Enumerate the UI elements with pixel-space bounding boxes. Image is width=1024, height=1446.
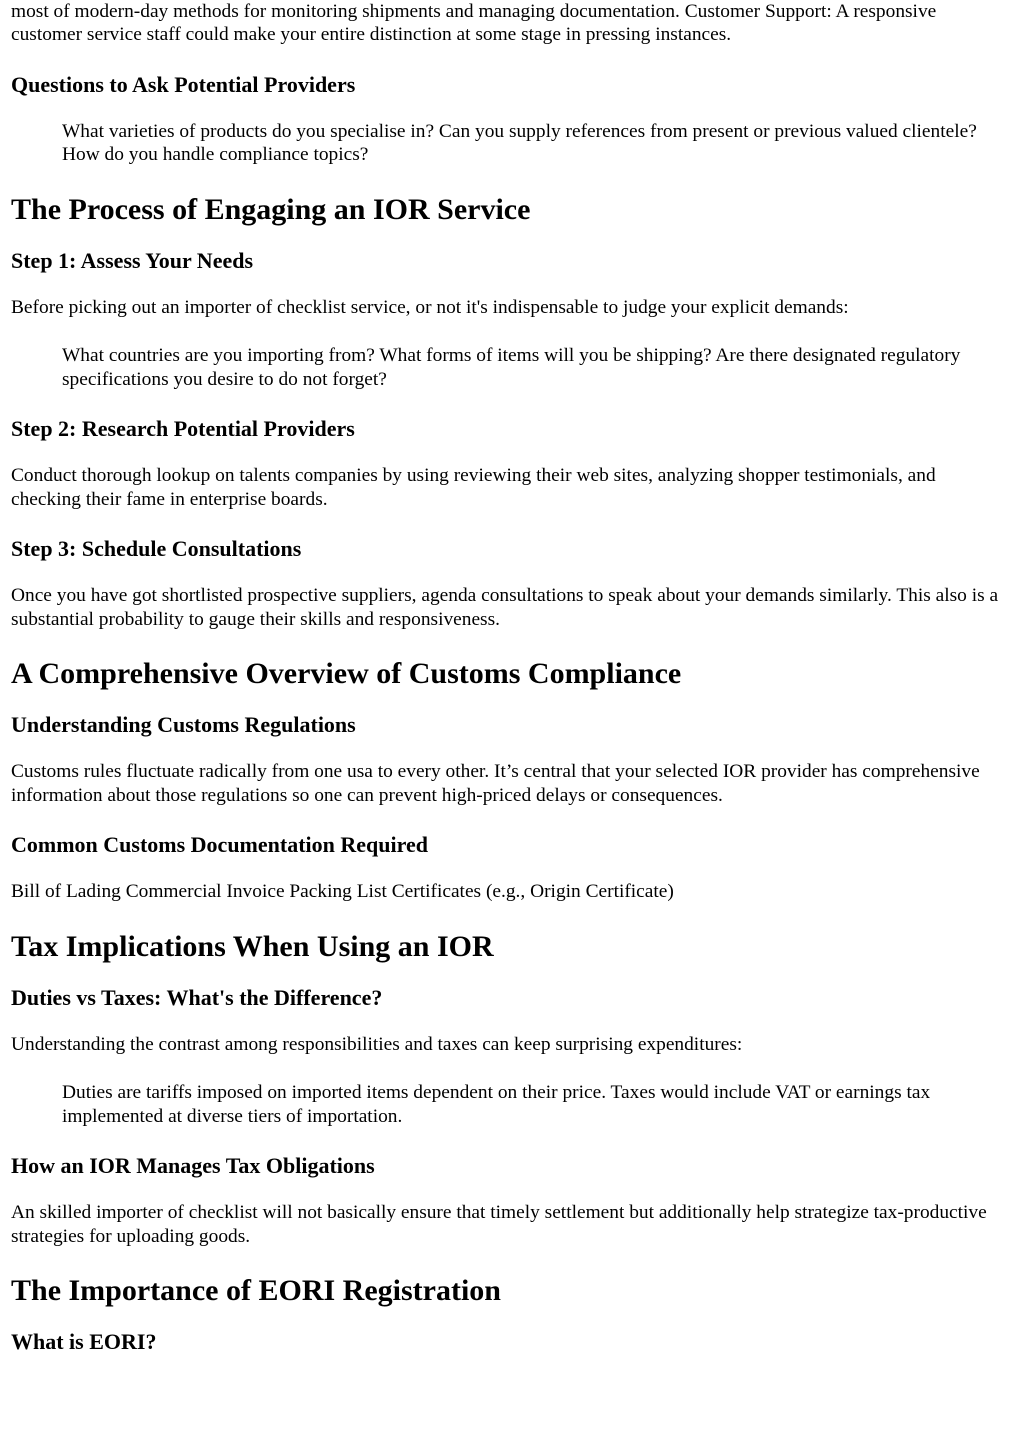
- step3-paragraph: Once you have got shortlisted prospective suppliers, agenda consultations to speak about your demands similarly. This also is a substantial probability to gauge their skills and responsiveness.: [11, 585, 999, 630]
- duties-quote: Duties are tariffs imposed on imported items dependent on their price. Taxes would include VAT or earnings tax implemented at diverse tiers of importation.: [62, 1082, 931, 1127]
- tax-heading: Tax Implications When Using an IOR: [11, 929, 494, 963]
- step2-paragraph: Conduct thorough lookup on talents companies by using reviewing their web sites, analyzing shopper testimonials, and checking their fame in enterprise boards.: [11, 465, 936, 510]
- step2-heading: Step 2: Research Potential Providers: [11, 416, 355, 441]
- step1-quote: What countries are you importing from? What forms of items will you be shipping? Are there designated regulatory specifications you desire to do not forget?: [62, 345, 961, 390]
- step1-paragraph: Before picking out an importer of checklist service, or not it's indispensable to judge your explicit demands:: [11, 296, 849, 318]
- documentation-paragraph: Bill of Lading Commercial Invoice Packing List Certificates (e.g., Origin Certificate): [11, 881, 674, 902]
- duties-paragraph: Understanding the contrast among responsibilities and taxes can keep surprising expenditures:: [11, 1033, 743, 1055]
- documentation-heading: Common Customs Documentation Required: [11, 832, 428, 857]
- tax-obligations-heading: How an IOR Manages Tax Obligations: [11, 1153, 375, 1178]
- questions-quote: What varieties of products do you specialise in? Can you supply references from present or previous valued clientele? How do you handle compliance topics?: [62, 120, 977, 165]
- process-heading: The Process of Engaging an IOR Service: [11, 192, 531, 226]
- eori-heading: The Importance of EORI Registration: [11, 1274, 501, 1307]
- step1-heading: Step 1: Assess Your Needs: [11, 247, 254, 273]
- duties-heading: Duties vs Taxes: What's the Difference?: [11, 984, 383, 1010]
- regulations-paragraph: Customs rules fluctuate radically from one usa to every other. It’s central that your selected IOR provider has comprehensive information about those regulations so one can prevent high-priced delays or consequences.: [11, 761, 980, 806]
- step3-heading: Step 3: Schedule Consultations: [11, 536, 302, 561]
- customs-heading: A Comprehensive Overview of Customs Compliance: [11, 657, 682, 690]
- what-is-eori-heading: What is EORI?: [11, 1329, 157, 1354]
- intro-continuation-paragraph: most of modern-day methods for monitoring shipments and managing documentation. Customer Support: A responsive customer service staff could make your entire distinction at some stage in pressing instances.: [11, 0, 937, 45]
- questions-heading: Questions to Ask Potential Providers: [11, 71, 356, 97]
- regulations-heading: Understanding Customs Regulations: [11, 712, 356, 737]
- tax-obligations-paragraph: An skilled importer of checklist will not basically ensure that timely settlement but additionally help strategize tax-productive strategies for uploading goods.: [11, 1202, 987, 1247]
